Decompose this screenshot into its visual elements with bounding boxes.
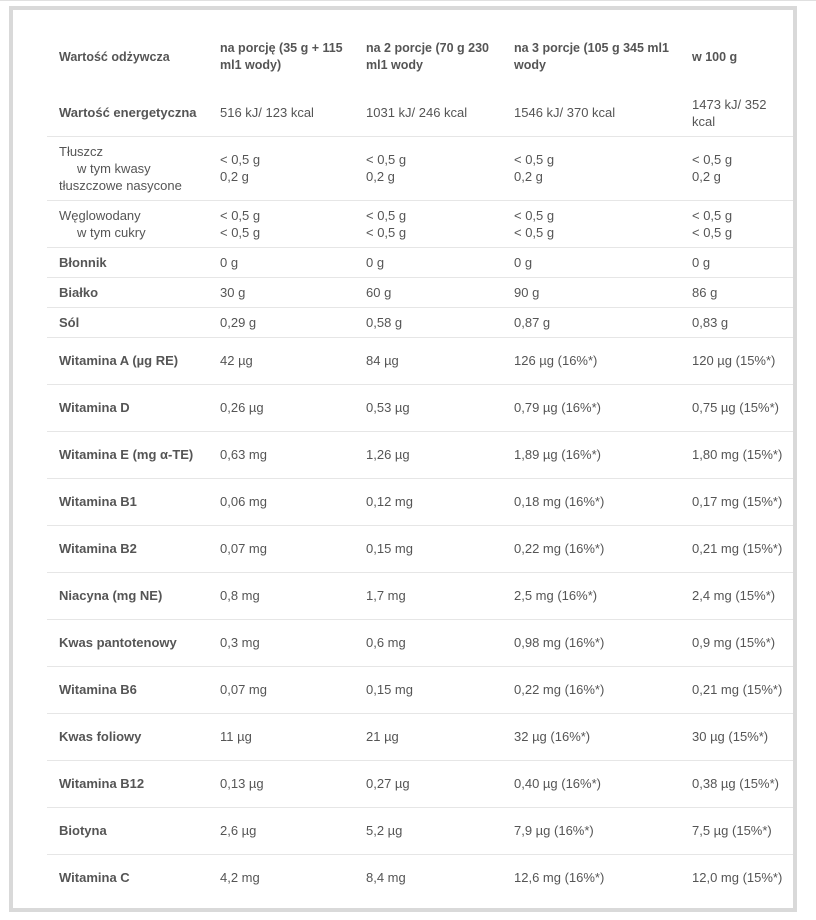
cell-value: < 0,5 g < 0,5 g [514,207,555,240]
row-label: Witamina B1 [59,494,137,509]
cell-value: 30 µg (15%*) [692,729,769,744]
cell-value: 0,15 mg [366,682,413,697]
table-row [47,760,793,807]
table-row [47,337,793,384]
cell-value: 0,17 mg (15%*) [692,494,783,509]
cell-value: 8,4 mg [366,870,406,886]
table-row [47,525,793,572]
table-row-fat [47,136,793,200]
table-row [47,572,793,619]
row-label: Wartość energetyczna [59,105,197,121]
cell-value: < 0,5 g 0,2 g [514,152,555,184]
row-label: Witamina B2 [59,541,137,556]
row-label: Kwas foliowy [59,729,142,744]
cell-value: 0,07 mg [220,682,267,697]
cell-value: 0,27 µg [366,776,410,791]
cell-value: 0,18 mg (16%*) [514,494,605,509]
cell-value: 4,2 mg [220,870,260,886]
table-row [47,247,793,277]
cell-value: 2,6 µg [220,823,257,838]
carbs-label: Węglowodany [59,207,141,223]
cell-value: < 0,5 g < 0,5 g [220,207,261,240]
cell-value: 0,15 mg [366,541,413,556]
cell-value: 2,4 mg (15%*) [692,588,776,603]
row-label: Sól [59,314,80,330]
cell-value: 5,2 µg [366,823,403,838]
cell-value: 86 g [692,284,718,300]
cell-value: 516 kJ/ 123 kcal [220,105,314,121]
cell-value: 0,83 g [692,314,729,330]
table-row [47,431,793,478]
cell-value: 0,12 mg [366,494,413,509]
cell-value: 0,40 µg (16%*) [514,776,601,791]
cell-value: 21 µg [366,729,399,744]
cell-value: 12,0 mg (15%*) [692,870,783,886]
nutrition-table [47,24,793,901]
cell-value: 0,79 µg (16%*) [514,400,601,415]
row-label: Niacyna (mg NE) [59,588,163,603]
cell-value: 0 g [366,254,385,270]
cell-value: 0,26 µg [220,400,264,415]
header-three-portions: na 3 porcje (105 g 345 ml1 wody [514,41,669,72]
cell-value: 0,13 µg [220,776,264,791]
row-label [47,200,208,247]
cell-value: 1,89 µg (16%*) [514,447,601,462]
cell-value: 90 g [514,284,540,300]
fat-label: Tłuszcz [59,143,104,159]
table-row-energy [47,90,793,136]
cell-value: 0,8 mg [220,588,260,603]
cell-value: 0,87 g [514,314,551,330]
cell-value: 60 g [366,284,392,300]
cell-value: 32 µg (16%*) [514,729,591,744]
cell-value: 84 µg [366,353,399,368]
row-label: Witamina D [59,400,130,415]
cell-value: 7,5 µg (15%*) [692,823,772,838]
cell-value: 1,80 mg (15%*) [692,447,783,462]
row-label: Biotyna [59,823,107,838]
cell-value: 0,21 mg (15%*) [692,682,783,697]
table-header-row [47,24,793,90]
cell-value: 1546 kJ/ 370 kcal [514,105,616,121]
cell-value: 0,3 mg [220,635,260,650]
table-row [47,478,793,525]
cell-value: 0 g [692,254,711,270]
cell-value: 126 µg (16%*) [514,353,598,368]
table-row [47,619,793,666]
row-label: Witamina E (mg α-TE) [59,447,194,462]
row-label: Witamina B12 [59,776,145,791]
table-row [47,807,793,854]
table-row [47,384,793,431]
row-label: Witamina B6 [59,682,137,697]
fat-sub-label-2: tłuszczowe nasycone [59,177,182,193]
cell-value: 2,5 mg (16%*) [514,588,598,603]
cell-value: 0 g [514,254,533,270]
header-one-portion: na porcję (35 g + 115 ml1 wody) [220,41,343,72]
cell-value: 120 µg (15%*) [692,353,776,368]
row-label: Witamina A (µg RE) [59,353,179,368]
cell-value: 1031 kJ/ 246 kcal [366,105,468,121]
table-row [47,666,793,713]
cell-value: 0,58 g [366,314,403,330]
table-row [47,307,793,337]
header-two-portions: na 2 porcje (70 g 230 ml1 wody [366,41,489,72]
cell-value: 0,07 mg [220,541,267,556]
cell-value: < 0,5 g 0,2 g [692,152,733,184]
table-row [47,277,793,307]
cell-value: 0,63 mg [220,447,267,462]
header-nutrient: Wartość odżywcza [59,49,170,64]
cell-value: 12,6 mg (16%*) [514,870,605,886]
cell-value: 0 g [220,254,239,270]
cell-value: 42 µg [220,353,253,368]
cell-value: < 0,5 g 0,2 g [220,152,261,184]
cell-value: < 0,5 g < 0,5 g [692,207,733,240]
cell-value: 1,26 µg [366,447,410,462]
cell-value: 0,06 mg [220,494,267,509]
cell-value: 0,21 mg (15%*) [692,541,783,556]
carbs-sub-label: w tym cukry [77,224,146,240]
top-divider [0,0,816,1]
row-label: Witamina C [59,870,130,886]
nutrition-table-frame [9,6,797,912]
row-label: Błonnik [59,254,107,270]
cell-value: 7,9 µg (16%*) [514,823,594,838]
cell-value: 11 µg [220,729,252,744]
cell-value: < 0,5 g < 0,5 g [366,207,407,240]
cell-value: 0,22 mg (16%*) [514,682,605,697]
cell-value: 0,98 mg (16%*) [514,635,605,650]
cell-value: 0,53 µg [366,400,410,415]
row-label: Kwas pantotenowy [59,635,177,650]
cell-value: 0,9 mg (15%*) [692,635,776,650]
cell-value: 1473 kJ/ 352 kcal [692,96,767,129]
cell-value: 0,29 g [220,314,257,330]
cell-value: 1,7 mg [366,588,406,603]
cell-value: 0,75 µg (15%*) [692,400,779,415]
header-per-100g: w 100 g [692,49,738,64]
cell-value: 30 g [220,284,246,300]
table-row-carbs [47,200,793,247]
cell-value: < 0,5 g 0,2 g [366,152,407,184]
row-label: Białko [59,284,99,300]
cell-value: 0,6 mg [366,635,406,650]
cell-value: 0,38 µg (15%*) [692,776,779,791]
cell-value: 0,22 mg (16%*) [514,541,605,556]
fat-sub-label: w tym kwasy [77,160,151,176]
row-label [47,136,208,200]
table-row [47,713,793,760]
table-row [47,854,793,901]
